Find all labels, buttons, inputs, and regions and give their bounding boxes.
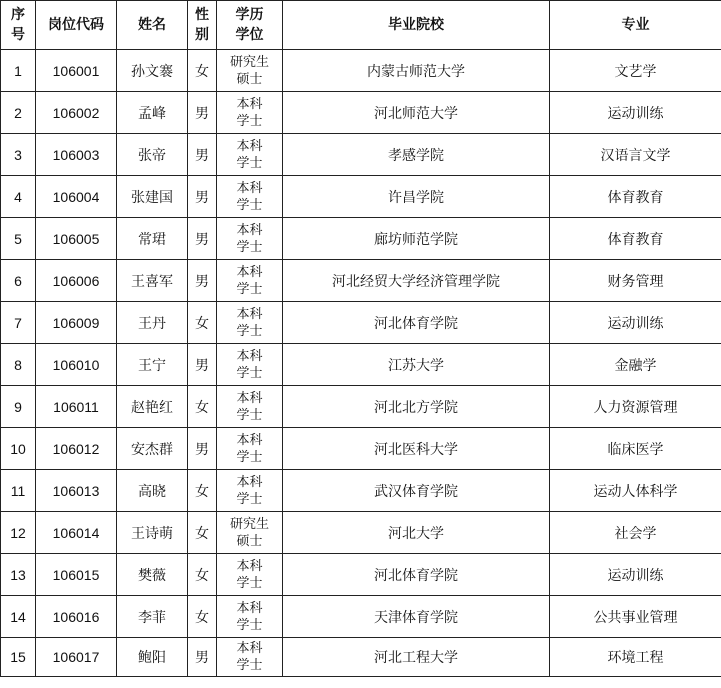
cell-major: 财务管理 [550,260,721,302]
cell-degree: 本科 学士 [217,428,283,470]
cell-gender: 女 [188,512,217,554]
cell-code: 106017 [36,638,117,677]
cell-seq: 11 [1,470,36,512]
cell-seq: 4 [1,176,36,218]
cell-code: 106015 [36,554,117,596]
cell-major: 体育教育 [550,176,721,218]
cell-major: 人力资源管理 [550,386,721,428]
cell-major: 体育教育 [550,218,721,260]
cell-school: 河北经贸大学经济管理学院 [283,260,550,302]
cell-seq: 14 [1,596,36,638]
cell-school: 河北体育学院 [283,302,550,344]
cell-code: 106001 [36,50,117,92]
cell-school: 天津体育学院 [283,596,550,638]
cell-degree: 本科 学士 [217,470,283,512]
cell-major: 社会学 [550,512,721,554]
cell-degree: 本科 学士 [217,596,283,638]
cell-name: 赵艳红 [117,386,188,428]
cell-degree: 本科 学士 [217,92,283,134]
cell-major: 运动人体科学 [550,470,721,512]
cell-name: 王喜军 [117,260,188,302]
cell-gender: 男 [188,638,217,677]
cell-seq: 10 [1,428,36,470]
cell-gender: 男 [188,344,217,386]
cell-seq: 12 [1,512,36,554]
cell-seq: 9 [1,386,36,428]
cell-seq: 13 [1,554,36,596]
table-row [1,638,721,677]
cell-code: 106004 [36,176,117,218]
cell-name: 安杰群 [117,428,188,470]
table-row [1,218,721,260]
cell-code: 106016 [36,596,117,638]
cell-gender: 女 [188,386,217,428]
cell-code: 106012 [36,428,117,470]
cell-gender: 男 [188,176,217,218]
cell-major: 金融学 [550,344,721,386]
table-row [1,596,721,638]
cell-major: 运动训练 [550,92,721,134]
cell-name: 常珺 [117,218,188,260]
header-name: 姓名 [117,1,188,50]
header-code: 岗位代码 [36,1,117,50]
header-seq: 序 号 [1,1,36,50]
cell-degree: 本科 学士 [217,218,283,260]
cell-name: 李菲 [117,596,188,638]
cell-name: 王丹 [117,302,188,344]
cell-seq: 5 [1,218,36,260]
cell-gender: 女 [188,50,217,92]
header-row [1,1,721,50]
table-row [1,50,721,92]
cell-school: 廊坊师范学院 [283,218,550,260]
cell-school: 内蒙古师范大学 [283,50,550,92]
cell-gender: 男 [188,92,217,134]
cell-school: 许昌学院 [283,176,550,218]
header-school: 毕业院校 [283,1,550,50]
table-row [1,260,721,302]
table-row [1,134,721,176]
cell-code: 106002 [36,92,117,134]
cell-major: 公共事业管理 [550,596,721,638]
cell-degree: 本科 学士 [217,386,283,428]
cell-degree: 本科 学士 [217,134,283,176]
table-row [1,92,721,134]
cell-name: 鲍阳 [117,638,188,677]
cell-code: 106003 [36,134,117,176]
cell-name: 张建国 [117,176,188,218]
cell-gender: 女 [188,470,217,512]
cell-degree: 本科 学士 [217,638,283,677]
cell-code: 106013 [36,470,117,512]
cell-code: 106009 [36,302,117,344]
table-row [1,176,721,218]
cell-degree: 本科 学士 [217,260,283,302]
cell-gender: 女 [188,554,217,596]
cell-gender: 男 [188,134,217,176]
cell-seq: 3 [1,134,36,176]
cell-school: 河北医科大学 [283,428,550,470]
table-row [1,344,721,386]
table-row [1,512,721,554]
cell-school: 河北工程大学 [283,638,550,677]
cell-name: 高晓 [117,470,188,512]
table-row [1,302,721,344]
cell-name: 张帝 [117,134,188,176]
cell-seq: 2 [1,92,36,134]
table-row [1,428,721,470]
cell-gender: 男 [188,260,217,302]
cell-gender: 男 [188,428,217,470]
table-row [1,470,721,512]
cell-major: 汉语言文学 [550,134,721,176]
cell-gender: 女 [188,302,217,344]
cell-name: 王诗萌 [117,512,188,554]
cell-code: 106006 [36,260,117,302]
cell-school: 河北大学 [283,512,550,554]
cell-seq: 6 [1,260,36,302]
cell-school: 江苏大学 [283,344,550,386]
cell-code: 106014 [36,512,117,554]
cell-code: 106005 [36,218,117,260]
cell-gender: 女 [188,596,217,638]
cell-degree: 研究生 硕士 [217,50,283,92]
cell-degree: 本科 学士 [217,176,283,218]
cell-major: 运动训练 [550,554,721,596]
cell-name: 樊薇 [117,554,188,596]
cell-school: 河北体育学院 [283,554,550,596]
cell-degree: 本科 学士 [217,554,283,596]
cell-school: 孝感学院 [283,134,550,176]
header-gender: 性 别 [188,1,217,50]
cell-degree: 本科 学士 [217,302,283,344]
cell-seq: 1 [1,50,36,92]
cell-major: 临床医学 [550,428,721,470]
cell-school: 河北北方学院 [283,386,550,428]
cell-seq: 7 [1,302,36,344]
table-row [1,554,721,596]
cell-name: 孟峰 [117,92,188,134]
cell-school: 武汉体育学院 [283,470,550,512]
header-major: 专业 [550,1,721,50]
cell-school: 河北师范大学 [283,92,550,134]
cell-code: 106010 [36,344,117,386]
cell-major: 运动训练 [550,302,721,344]
header-degree: 学历 学位 [217,1,283,50]
cell-gender: 男 [188,218,217,260]
cell-name: 孙文褰 [117,50,188,92]
cell-name: 王宁 [117,344,188,386]
cell-degree: 研究生 硕士 [217,512,283,554]
cell-major: 文艺学 [550,50,721,92]
table-row [1,386,721,428]
cell-seq: 15 [1,638,36,677]
cell-code: 106011 [36,386,117,428]
cell-major: 环境工程 [550,638,721,677]
cell-degree: 本科 学士 [217,344,283,386]
cell-seq: 8 [1,344,36,386]
